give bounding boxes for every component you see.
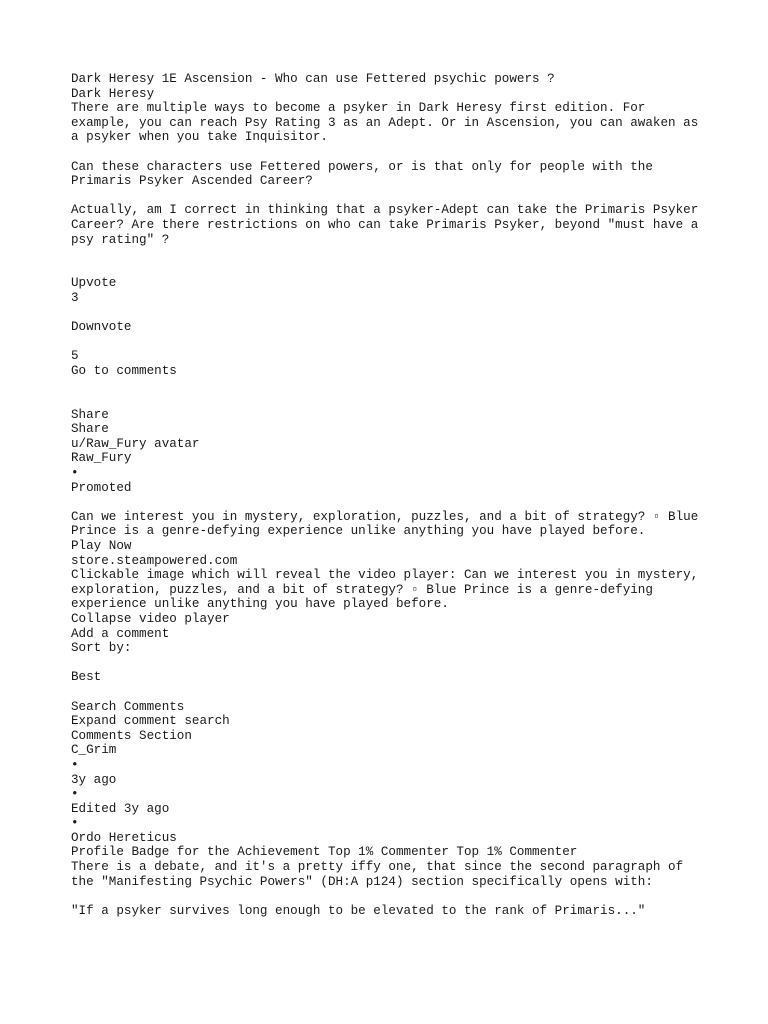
vote-score: 3 [71, 290, 79, 305]
separator-dot: • [71, 466, 79, 481]
promoted-domain-link[interactable]: store.steampowered.com [71, 553, 238, 568]
comment [71, 743, 711, 918]
comment-text-paragraph-2: "If a psyker survives long enough to be elevated to the rank of Primaris..." [71, 903, 646, 918]
comments-section-label: Comments Section [71, 728, 192, 743]
subreddit-name[interactable]: Dark Heresy [71, 86, 155, 101]
post-body-paragraph-1: There are multiple ways to become a psyker in Dark Heresy first edition. For example, you can reach Psy Rating 3 as an Adept. Or in Ascension, you can awaken as a psyker when you take Inquisitor. [71, 101, 706, 145]
avatar[interactable]: u/Raw_Fury avatar [71, 436, 200, 451]
comment-author-link[interactable]: C_Grim [71, 743, 117, 758]
collapse-video-button[interactable]: Collapse video player [71, 611, 230, 626]
play-now-button[interactable]: Play Now [71, 539, 132, 553]
sort-dropdown[interactable]: Best [71, 670, 102, 685]
promoted-text[interactable]: Can we interest you in mystery, exploration, puzzles, and a bit of strategy? ▫ Blue Prince is a genre-defying experience unlike anything you have played before. [71, 509, 706, 539]
comment-edited-label: Edited 3y ago [71, 801, 170, 816]
sort-by-label: Sort by: [71, 641, 132, 656]
downvote-button[interactable]: Downvote [71, 320, 132, 335]
post-body-paragraph-3: Actually, am I correct in thinking that a psyker-Adept can take the Primaris Psyker Career? Are there restrictions on who can take Primaris Psyker, beyond "must have a psy rating" ? [71, 203, 706, 247]
separator-dot: • [71, 787, 79, 802]
comment-count: 5 [71, 349, 79, 364]
promoted-author-link[interactable]: Raw_Fury [71, 451, 132, 466]
expand-comment-search-button[interactable]: Expand comment search [71, 714, 230, 729]
search-comments-input[interactable]: Search Comments [71, 699, 185, 714]
video-player-thumbnail[interactable]: Clickable image which will reveal the video player: Can we interest you in mystery, exploration, puzzles, and a bit of strategy? ▫ Blue Prince is a genre-defying experience unlike anything you have played before. [71, 568, 706, 612]
separator-dot: • [71, 757, 79, 772]
comment-text-paragraph-1: There is a debate, and it's a pretty iffy one, that since the second paragraph of the "Manifesting Psychic Powers" (DH:A p124) section specifically opens with: [71, 860, 691, 889]
promoted-label: Promoted [71, 480, 132, 495]
post-body-paragraph-2: Can these characters use Fettered powers, or is that only for people with the Primaris Psyker Ascended Career? [71, 159, 661, 189]
user-flair: Ordo Hereticus [71, 830, 177, 845]
post-title[interactable]: Dark Heresy 1E Ascension - Who can use Fettered psychic powers ? [71, 72, 555, 86]
comment-timestamp[interactable]: 3y ago [71, 772, 117, 787]
share-button[interactable]: Share [71, 407, 109, 422]
go-to-comments-link[interactable]: Go to comments [71, 363, 177, 378]
share-label: Share [71, 422, 109, 437]
upvote-button[interactable]: Upvote [71, 276, 117, 291]
profile-badge[interactable]: Profile Badge for the Achievement Top 1% Commenter Top 1% Commenter [71, 845, 578, 860]
separator-dot: • [71, 816, 79, 831]
page-content [71, 72, 711, 918]
add-comment-button[interactable]: Add a comment [71, 626, 170, 641]
